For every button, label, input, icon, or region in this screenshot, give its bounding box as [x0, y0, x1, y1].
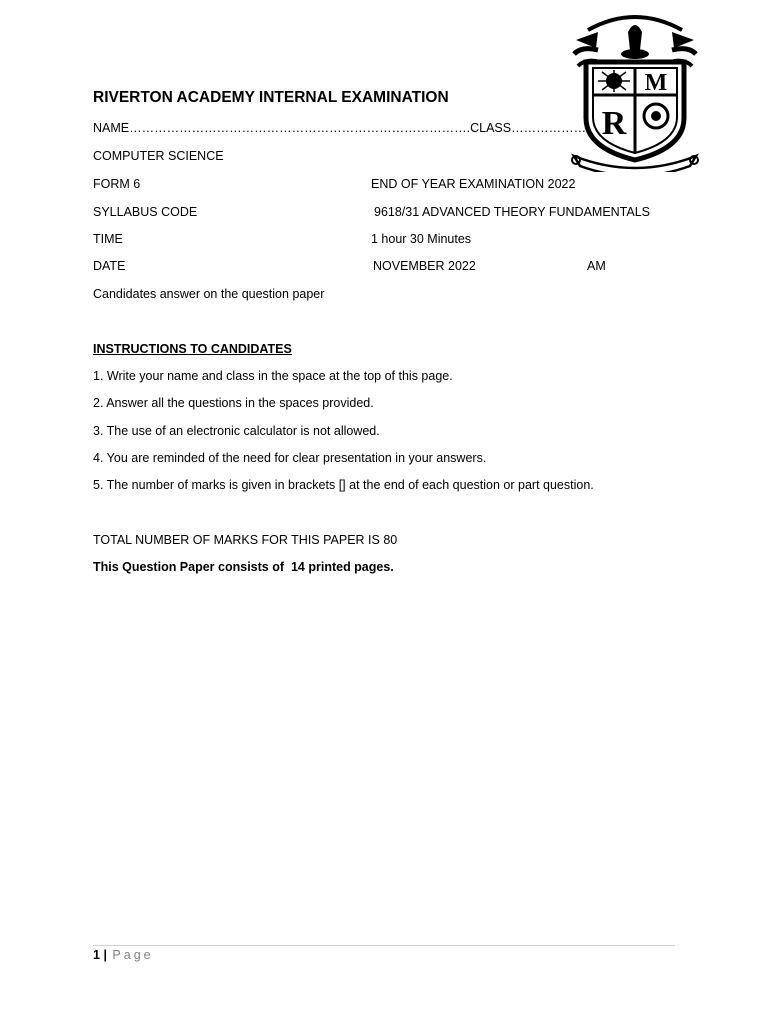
- syllabus-label: SYLLABUS CODE: [93, 205, 198, 219]
- page-footer: [93, 948, 154, 962]
- time-value: 1 hour 30 Minutes: [371, 232, 472, 246]
- instruction-item: 1. Write your name and class in the space at the top of this page.: [93, 369, 453, 383]
- footer-divider: [93, 945, 675, 946]
- subject-heading: COMPUTER SCIENCE: [93, 149, 224, 163]
- instruction-item: 4. You are reminded of the need for clear presentation in your answers.: [93, 451, 487, 465]
- page-count-line: [93, 560, 394, 574]
- date-value: NOVEMBER 2022: [373, 259, 476, 273]
- crest-letter-m: M: [644, 70, 668, 96]
- name-class-line: NAME……………………………………………………………………….CLASS………………: [93, 121, 587, 135]
- date-label: DATE: [93, 259, 126, 273]
- footer-page-word: Page: [112, 948, 154, 962]
- candidates-note: Candidates answer on the question paper: [93, 287, 325, 301]
- exam-title: RIVERTON ACADEMY INTERNAL EXAMINATION: [93, 89, 449, 106]
- crest-letter-r: R: [601, 105, 627, 142]
- instruction-item: 3. The use of an electronic calculator is not allowed.: [93, 424, 380, 438]
- school-crest-icon: [568, 10, 702, 172]
- footer-separator: |: [103, 948, 107, 962]
- total-marks: TOTAL NUMBER OF MARKS FOR THIS PAPER IS 80: [93, 533, 398, 547]
- instruction-item: 5. The number of marks is given in brackets [] at the end of each question or part question.: [93, 478, 594, 492]
- syllabus-value: 9618/31 ADVANCED THEORY FUNDAMENTALS: [374, 205, 651, 219]
- session-value: AM: [587, 259, 606, 273]
- form-value: END OF YEAR EXAMINATION 2022: [371, 177, 576, 191]
- time-label: TIME: [93, 232, 123, 246]
- page-count-prefix: This Question Paper consists of: [93, 560, 285, 574]
- instruction-item: 2. Answer all the questions in the spaces provided.: [93, 396, 374, 410]
- form-label: FORM 6: [93, 177, 141, 191]
- footer-page-number: 1: [93, 948, 100, 962]
- page-count-value: 14 printed pages.: [290, 560, 394, 574]
- instructions-heading: INSTRUCTIONS TO CANDIDATES: [93, 342, 292, 356]
